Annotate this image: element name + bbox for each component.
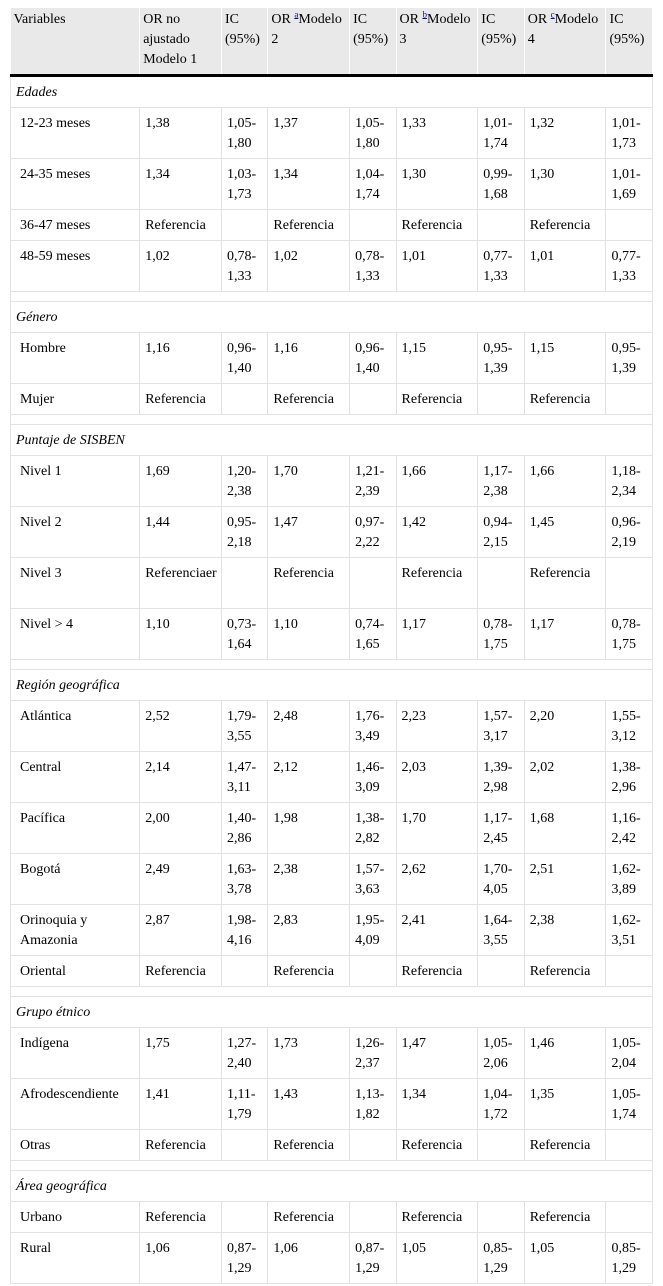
table-row [11,803,653,854]
confidence-interval-cell [478,956,524,987]
confidence-interval-cell: 1,17-2,38 [478,456,524,507]
odds-ratio-cell: 2,20 [524,701,606,752]
confidence-interval-cell: 0,87-1,29 [350,1233,396,1284]
confidence-interval-cell: 1,38-2,96 [606,752,653,803]
odds-ratio-cell: 1,06 [268,1233,350,1284]
odds-ratio-cell: 1,66 [396,456,478,507]
table-row [11,241,653,292]
odds-ratio-cell: 2,02 [524,752,606,803]
confidence-interval-cell [221,1130,267,1161]
confidence-interval-cell: 0,78-1,33 [350,241,396,292]
table-body [11,76,653,1284]
odds-ratio-cell: Referenciaer [140,558,222,609]
odds-ratio-cell: 1,44 [140,507,222,558]
odds-ratio-cell: Referencia [268,1202,350,1233]
odds-ratio-cell: 1,10 [268,609,350,660]
table-row [11,159,653,210]
odds-ratio-cell: Referencia [396,956,478,987]
odds-ratio-cell: 2,38 [268,854,350,905]
row-label: Nivel 3 [11,558,140,609]
confidence-interval-cell: 0,78-1,33 [221,241,267,292]
odds-ratio-cell: 1,43 [268,1079,350,1130]
column-header: Variables [11,8,140,76]
confidence-interval-cell: 1,04-1,74 [350,159,396,210]
odds-ratio-cell: Referencia [524,956,606,987]
table-row [11,854,653,905]
odds-ratio-cell: 1,68 [524,803,606,854]
row-label: Indígena [11,1028,140,1079]
odds-ratio-cell: Referencia [524,558,606,609]
confidence-interval-cell: 1,05-2,06 [478,1028,524,1079]
odds-ratio-cell: 1,30 [524,159,606,210]
odds-ratio-cell: 1,47 [396,1028,478,1079]
confidence-interval-cell: 1,57-3,63 [350,854,396,905]
odds-ratio-cell: 1,38 [140,108,222,159]
odds-ratio-cell: 2,62 [396,854,478,905]
confidence-interval-cell: 1,62-3,89 [606,854,653,905]
confidence-interval-cell [221,210,267,241]
confidence-interval-cell: 1,05-1,80 [221,108,267,159]
column-header: IC (95%) [606,8,653,76]
odds-ratio-cell: 1,33 [396,108,478,159]
confidence-interval-cell: 1,13-1,82 [350,1079,396,1130]
confidence-interval-cell: 1,05-1,80 [350,108,396,159]
table-row [11,1233,653,1284]
confidence-interval-cell: 1,64-3,55 [478,905,524,956]
odds-ratio-cell: 2,12 [268,752,350,803]
odds-ratio-cell: 1,45 [524,507,606,558]
odds-ratio-cell: 2,14 [140,752,222,803]
confidence-interval-cell [606,956,653,987]
confidence-interval-cell: 1,05-2,04 [606,1028,653,1079]
section-title: Área geográfica [11,1171,653,1202]
odds-ratio-cell: 1,75 [140,1028,222,1079]
row-label: Mujer [11,384,140,415]
confidence-interval-cell: 1,17-2,45 [478,803,524,854]
confidence-interval-cell [478,558,524,609]
confidence-interval-cell: 0,78-1,75 [478,609,524,660]
odds-ratio-cell: 1,15 [524,333,606,384]
confidence-interval-cell: 1,05-1,74 [606,1079,653,1130]
confidence-interval-cell: 1,18-2,34 [606,456,653,507]
odds-ratio-cell: 1,02 [140,241,222,292]
confidence-interval-cell: 1,62-3,51 [606,905,653,956]
header-row [11,8,653,76]
confidence-interval-cell: 0,96-1,40 [350,333,396,384]
confidence-interval-cell: 1,79-3,55 [221,701,267,752]
row-label: Atlántica [11,701,140,752]
table-row [11,609,653,660]
confidence-interval-cell: 0,96-1,40 [221,333,267,384]
odds-ratio-cell: Referencia [524,1130,606,1161]
section-spacer [11,987,653,997]
confidence-interval-cell: 0,95-2,18 [221,507,267,558]
confidence-interval-cell [606,210,653,241]
row-label: 36-47 meses [11,210,140,241]
confidence-interval-cell: 1,11-1,79 [221,1079,267,1130]
confidence-interval-cell: 1,76-3,49 [350,701,396,752]
confidence-interval-cell [221,384,267,415]
odds-ratio-cell: 1,34 [268,159,350,210]
confidence-interval-cell: 1,39-2,98 [478,752,524,803]
column-header: OR no ajustado Modelo 1 [140,8,222,76]
confidence-interval-cell: 0,74-1,65 [350,609,396,660]
odds-ratio-cell: 1,01 [524,241,606,292]
confidence-interval-cell: 1,98-4,16 [221,905,267,956]
confidence-interval-cell: 1,55-3,12 [606,701,653,752]
footnote-link[interactable]: a [294,9,299,20]
row-label: Nivel 2 [11,507,140,558]
confidence-interval-cell [606,558,653,609]
odds-ratio-cell: 1,70 [396,803,478,854]
odds-ratio-cell: 1,34 [140,159,222,210]
confidence-interval-cell [221,956,267,987]
odds-ratio-cell: 1,32 [524,108,606,159]
confidence-interval-cell: 0,77-1,33 [606,241,653,292]
confidence-interval-cell: 0,85-1,29 [478,1233,524,1284]
odds-ratio-cell: Referencia [524,210,606,241]
column-header: IC (95%) [478,8,524,76]
row-label: Nivel 1 [11,456,140,507]
section-title: Género [11,302,653,333]
confidence-interval-cell [350,1202,396,1233]
confidence-interval-cell: 0,87-1,29 [221,1233,267,1284]
row-label: Bogotá [11,854,140,905]
confidence-interval-cell [606,1202,653,1233]
confidence-interval-cell: 0,95-1,39 [478,333,524,384]
odds-ratio-cell: 1,02 [268,241,350,292]
column-header: OR $^a$Modelo 2 [268,8,350,76]
odds-ratio-cell: 1,98 [268,803,350,854]
confidence-interval-cell [350,1130,396,1161]
table-row [11,558,653,609]
confidence-interval-cell: 0,95-1,39 [606,333,653,384]
confidence-interval-cell [478,1202,524,1233]
odds-ratio-cell: 1,41 [140,1079,222,1130]
odds-ratio-cell: 2,48 [268,701,350,752]
odds-ratio-cell: Referencia [396,384,478,415]
odds-ratio-cell: 1,46 [524,1028,606,1079]
section-header-row [11,76,653,108]
odds-ratio-cell: 1,34 [396,1079,478,1130]
odds-ratio-cell: Referencia [140,1130,222,1161]
confidence-interval-cell [606,384,653,415]
confidence-interval-cell [221,558,267,609]
confidence-interval-cell: 1,27-2,40 [221,1028,267,1079]
row-label: 12-23 meses [11,108,140,159]
confidence-interval-cell: 0,96-2,19 [606,507,653,558]
confidence-interval-cell: 0,99-1,68 [478,159,524,210]
odds-ratio-cell: 1,30 [396,159,478,210]
section-title: Grupo étnico [11,997,653,1028]
odds-ratio-cell: Referencia [396,1130,478,1161]
column-header: OR $^b$Modelo 3 [396,8,478,76]
odds-ratio-cell: Referencia [524,384,606,415]
section-title: Puntaje de SISBEN [11,425,653,456]
results-table [10,8,653,1284]
confidence-interval-cell: 1,04-1,72 [478,1079,524,1130]
table-row [11,384,653,415]
odds-ratio-cell: 1,73 [268,1028,350,1079]
confidence-interval-cell: 1,20-2,38 [221,456,267,507]
confidence-interval-cell [478,384,524,415]
odds-ratio-cell: 1,37 [268,108,350,159]
odds-ratio-cell: 2,52 [140,701,222,752]
odds-ratio-cell: 1,15 [396,333,478,384]
confidence-interval-cell: 1,95-4,09 [350,905,396,956]
row-label: Nivel > 4 [11,609,140,660]
odds-ratio-cell: 2,51 [524,854,606,905]
confidence-interval-cell: 1,16-2,42 [606,803,653,854]
odds-ratio-cell: 1,35 [524,1079,606,1130]
section-header-row [11,425,653,456]
confidence-interval-cell [350,384,396,415]
odds-ratio-cell: 2,23 [396,701,478,752]
footnote-link[interactable]: c [550,9,555,20]
table-row [11,752,653,803]
section-spacer [11,660,653,670]
odds-ratio-cell: 1,10 [140,609,222,660]
column-header: IC (95%) [350,8,396,76]
odds-ratio-cell: Referencia [268,384,350,415]
section-spacer [11,415,653,425]
odds-ratio-cell: 2,87 [140,905,222,956]
row-label: Pacífica [11,803,140,854]
odds-ratio-cell: Referencia [396,558,478,609]
odds-ratio-cell: 1,05 [524,1233,606,1284]
odds-ratio-cell: 1,16 [140,333,222,384]
row-label: Orinoquia y Amazonia [11,905,140,956]
confidence-interval-cell [478,210,524,241]
section-spacer [11,1161,653,1171]
odds-ratio-cell: 1,17 [396,609,478,660]
confidence-interval-cell: 1,21-2,39 [350,456,396,507]
odds-ratio-cell: 1,47 [268,507,350,558]
table-row [11,333,653,384]
confidence-interval-cell: 1,26-2,37 [350,1028,396,1079]
row-label: 48-59 meses [11,241,140,292]
odds-ratio-cell: Referencia [140,956,222,987]
odds-ratio-cell: 1,01 [396,241,478,292]
section-title: Región geográfica [11,670,653,701]
confidence-interval-cell [221,1202,267,1233]
confidence-interval-cell: 0,77-1,33 [478,241,524,292]
confidence-interval-cell: 1,46-3,09 [350,752,396,803]
odds-ratio-cell: Referencia [268,956,350,987]
row-label: 24-35 meses [11,159,140,210]
odds-ratio-cell: 1,42 [396,507,478,558]
confidence-interval-cell: 1,03-1,73 [221,159,267,210]
table-row [11,1130,653,1161]
table-row [11,1079,653,1130]
odds-ratio-cell: 1,66 [524,456,606,507]
confidence-interval-cell: 1,01-1,73 [606,108,653,159]
confidence-interval-cell [478,1130,524,1161]
confidence-interval-cell: 0,85-1,29 [606,1233,653,1284]
section-header-row [11,302,653,333]
column-header: OR $^c$Modelo 4 [524,8,606,76]
table-row [11,956,653,987]
odds-ratio-cell: 1,69 [140,456,222,507]
confidence-interval-cell [350,210,396,241]
row-label: Urbano [11,1202,140,1233]
confidence-interval-cell: 1,47-3,11 [221,752,267,803]
odds-ratio-cell: Referencia [140,1202,222,1233]
odds-ratio-cell: 2,49 [140,854,222,905]
confidence-interval-cell: 1,57-3,17 [478,701,524,752]
table-row [11,701,653,752]
odds-ratio-cell: 2,83 [268,905,350,956]
confidence-interval-cell: 1,70-4,05 [478,854,524,905]
confidence-interval-cell: 1,01-1,74 [478,108,524,159]
odds-ratio-cell: 1,17 [524,609,606,660]
table-row [11,210,653,241]
footnote-link[interactable]: b [422,9,427,20]
row-label: Oriental [11,956,140,987]
odds-ratio-cell: 2,41 [396,905,478,956]
row-label: Afrodescendiente [11,1079,140,1130]
section-spacer [11,292,653,302]
odds-ratio-cell: Referencia [268,558,350,609]
confidence-interval-cell [606,1130,653,1161]
table-row [11,456,653,507]
odds-ratio-cell: 1,05 [396,1233,478,1284]
table-row [11,1028,653,1079]
confidence-interval-cell [350,956,396,987]
odds-ratio-cell: 1,06 [140,1233,222,1284]
odds-ratio-cell: Referencia [140,210,222,241]
confidence-interval-cell: 0,94-2,15 [478,507,524,558]
odds-ratio-cell: Referencia [524,1202,606,1233]
section-header-row [11,1171,653,1202]
odds-ratio-cell: 1,16 [268,333,350,384]
confidence-interval-cell [350,558,396,609]
confidence-interval-cell: 0,73-1,64 [221,609,267,660]
odds-ratio-cell: 1,70 [268,456,350,507]
row-label: Otras [11,1130,140,1161]
odds-ratio-cell: Referencia [396,210,478,241]
odds-ratio-cell: 2,38 [524,905,606,956]
table-row [11,1202,653,1233]
confidence-interval-cell: 1,38-2,82 [350,803,396,854]
odds-ratio-cell: Referencia [140,384,222,415]
confidence-interval-cell: 0,97-2,22 [350,507,396,558]
table-row [11,905,653,956]
odds-ratio-cell: Referencia [268,1130,350,1161]
section-header-row [11,997,653,1028]
section-header-row [11,670,653,701]
odds-ratio-cell: Referencia [396,1202,478,1233]
confidence-interval-cell: 0,78-1,75 [606,609,653,660]
confidence-interval-cell: 1,01-1,69 [606,159,653,210]
odds-ratio-cell: Referencia [268,210,350,241]
table-row [11,108,653,159]
confidence-interval-cell: 1,63-3,78 [221,854,267,905]
section-title: Edades [11,76,653,108]
table-row [11,507,653,558]
row-label: Rural [11,1233,140,1284]
row-label: Hombre [11,333,140,384]
column-header: IC (95%) [221,8,267,76]
row-label: Central [11,752,140,803]
odds-ratio-cell: 2,00 [140,803,222,854]
odds-ratio-cell: 2,03 [396,752,478,803]
confidence-interval-cell: 1,40-2,86 [221,803,267,854]
